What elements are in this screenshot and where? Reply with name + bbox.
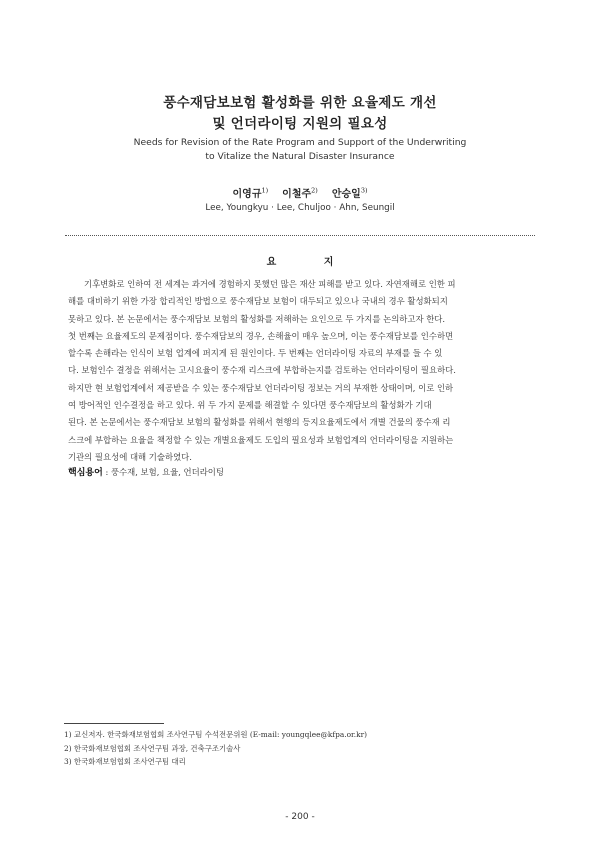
author-3: 안승일$^{3)}$ xyxy=(331,186,368,200)
author-3-mark: 3) xyxy=(360,186,368,195)
abstract-body xyxy=(68,276,536,466)
authors-korean xyxy=(60,185,540,200)
abstract-line: 된다. 본 논문에서는 풍수재담보 보험의 활성화를 위해서 현행의 등지요율제도에서 개별 건물의 풍수재 리 xyxy=(68,417,451,428)
author-1: 이영규$^{1)}$ xyxy=(232,186,269,200)
footnote-2: 2) 한국화재보험협회 조사연구팀 과장, 건축구조기술사 xyxy=(64,743,241,753)
abstract-line: 첫 번째는 요율제도의 문제점이다. 풍수재담보의 경우, 손해율이 매우 높으며, 이는 풍수재담보를 인수하면 xyxy=(68,330,454,341)
section-divider xyxy=(65,235,535,236)
author-2: 이철주$^{2)}$ xyxy=(282,186,318,200)
title-korean-line-1: 풍수재담보보험 활성화를 위한 요율제도 개선 xyxy=(163,95,437,111)
abstract-line: 스크에 부합하는 요율을 책정할 수 있는 개별요율제도 도입의 필요성과 보험업계의 언더라이팅을 지원하는 xyxy=(68,434,454,445)
footnote-3: 3) 한국화재보험협회 조사연구팀 대리 xyxy=(64,757,186,767)
footnote-1: 1) 교신저자. 한국화재보험협회 조사연구팀 수석전문위원 (E-mail: youngqlee@kfpa.or.kr) xyxy=(64,730,368,739)
page-number: - 200 - xyxy=(285,812,315,822)
abstract-heading: 요 지 xyxy=(266,257,356,268)
author-1-mark: 1) xyxy=(261,186,269,195)
abstract-line: 기후변화로 인하여 전 세계는 과거에 경험하지 못했던 많은 재산 피해를 받고 있다. 자연재해로 인한 피 xyxy=(84,279,456,289)
keywords-separator: : xyxy=(102,467,111,477)
abstract-line: 못하고 있다. 본 논문에서는 풍수재담보 보험의 활성화를 저해하는 요인으로 두 가지를 논의하고자 한다. xyxy=(68,313,446,324)
abstract-line: 해를 대비하기 위한 가장 합리적인 방법으로 풍수재담보 보험이 대두되고 있으나 국내의 경우 활성화되지 xyxy=(68,296,448,307)
title-korean-line-2: 및 언더라이팅 지원의 필요성 xyxy=(212,116,388,132)
authors-english: Lee, Youngkyu · Lee, Chuljoo · Ahn, Seungil xyxy=(205,203,395,213)
keywords-value: 풍수재, 보험, 요율, 언더라이팅 xyxy=(110,467,224,477)
abstract-line: 하지만 현 보험업계에서 제공받을 수 있는 풍수재담보 언더라이팅 정보는 거의 부재한 상태이며, 이로 인하 xyxy=(68,382,454,393)
abstract-line: 기관의 필요성에 대해 기술하였다. xyxy=(68,451,192,462)
footnote-rule xyxy=(64,723,164,724)
title-english-line-1: Needs for Revision of the Rate Program and Support of the Underwriting xyxy=(133,137,467,148)
abstract-line: 다. 보험인수 결정을 위해서는 고시요율이 풍수재 리스크에 부합하는지를 검토하는 언더라이팅이 필요하다. xyxy=(68,365,456,376)
abstract-line: 여 방어적인 인수결정을 하고 있다. 위 두 가지 문제를 해결할 수 있다면 풍수재담보의 활성화가 기대 xyxy=(68,400,432,411)
author-2-mark: 2) xyxy=(311,186,318,195)
keywords xyxy=(68,465,536,478)
footnotes xyxy=(64,728,544,769)
abstract-line: 할수록 손해라는 인식이 보험 업계에 퍼지게 된 원인이다. 두 번째는 언더라이팅 자료의 부재를 들 수 있 xyxy=(68,348,443,359)
title-english-line-2: to Vitalize the Natural Disaster Insurance xyxy=(205,151,395,162)
keywords-label: 핵심용어 xyxy=(68,468,103,478)
